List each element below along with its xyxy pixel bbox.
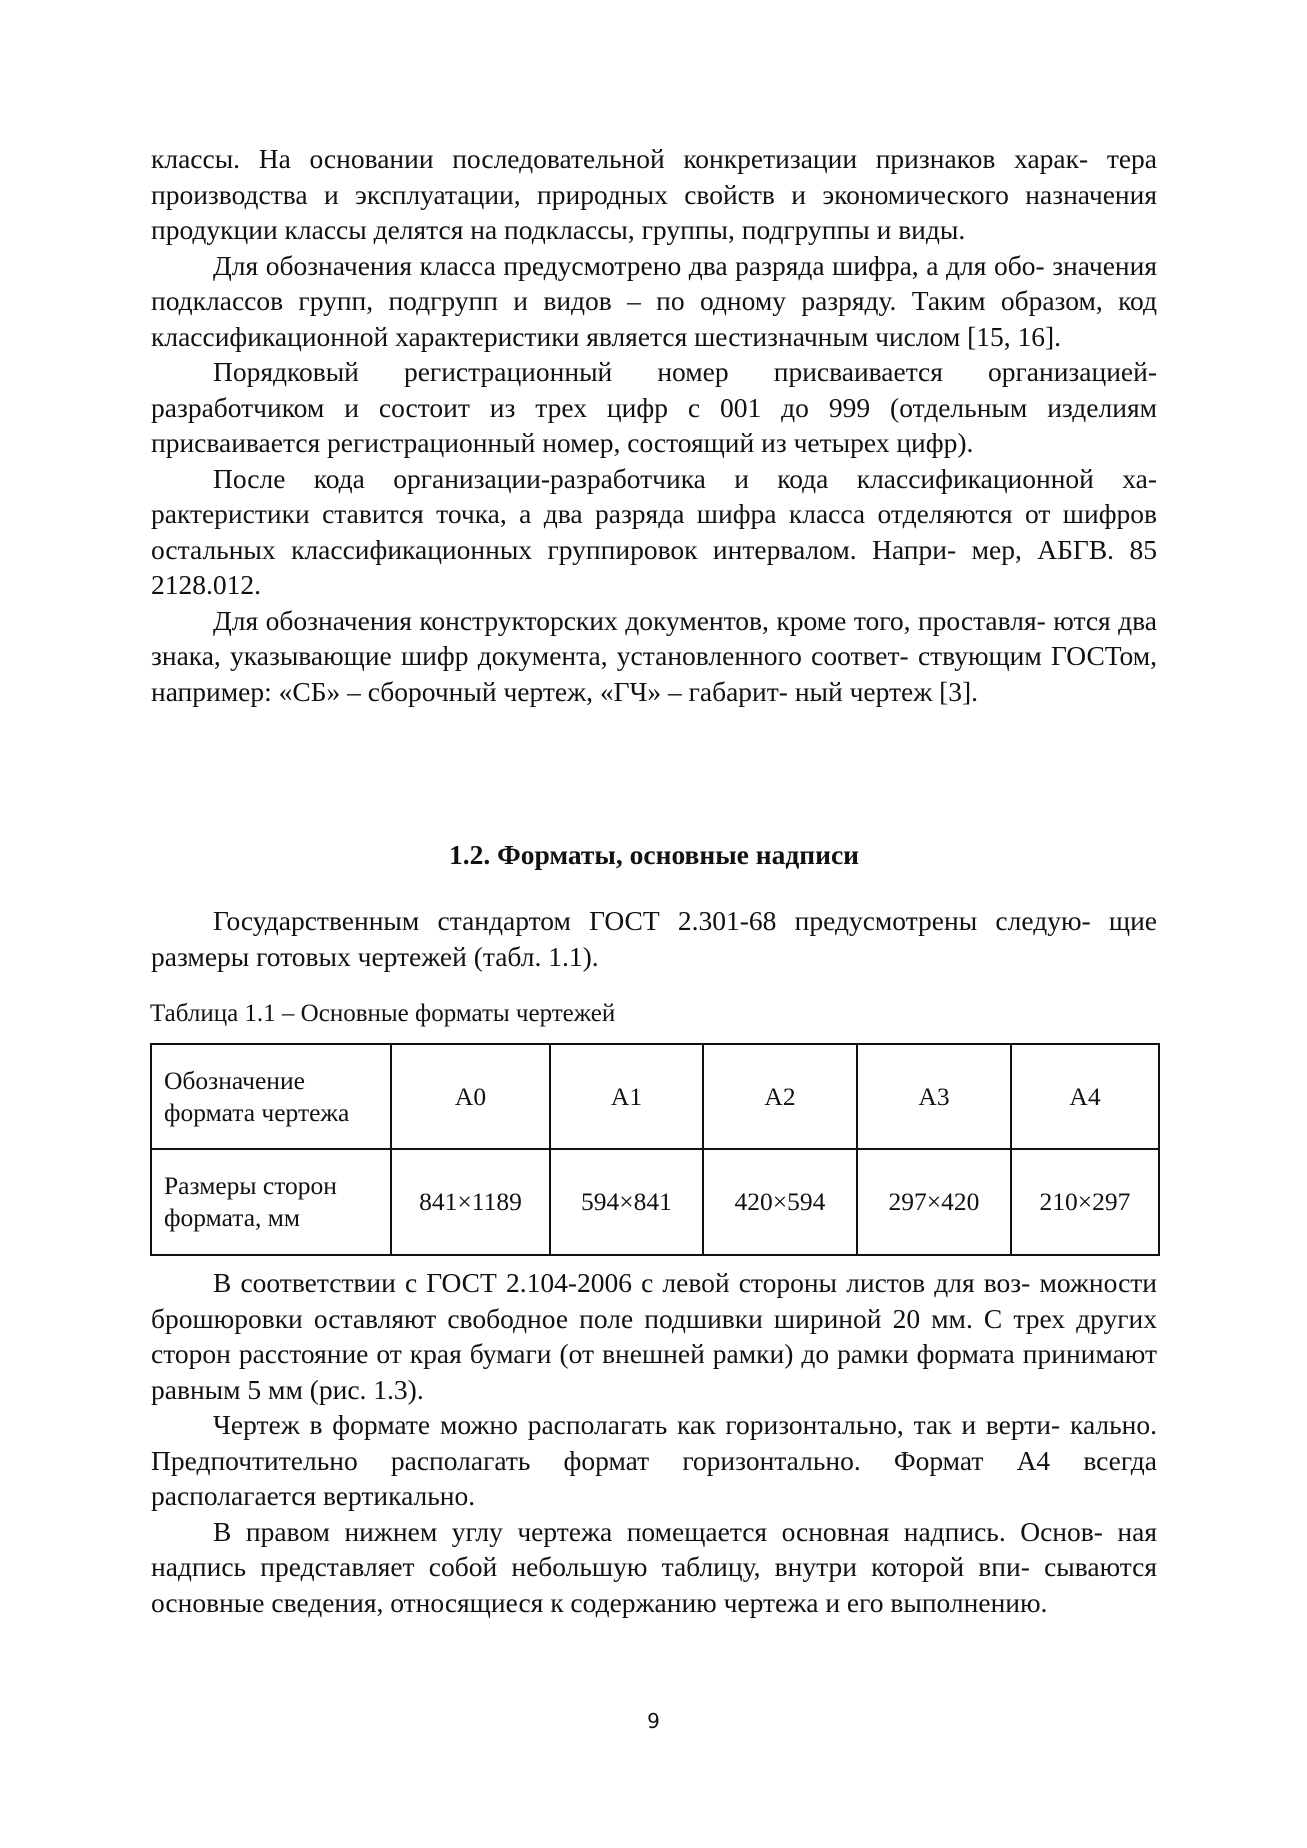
page-number: 9	[647, 1709, 660, 1733]
body-text-top	[151, 141, 1157, 709]
table-cell: 420×594	[703, 1149, 857, 1255]
table-row	[151, 1044, 1159, 1149]
paragraph-2: Для обозначения класса предусмотрено два разряда шифра, а для обо- значения подклассов групп, подгрупп и видов – по одному разряду. Таким образом, код классификационной характеристики является шестизначным числом [15, 16].	[151, 249, 1157, 352]
body-text-intro	[151, 903, 1157, 974]
section-heading: 1.2. Форматы, основные надписи	[448, 839, 860, 870]
table-row-header: Размеры сторон формата, мм	[151, 1149, 391, 1255]
table-cell: A4	[1011, 1044, 1159, 1149]
table-cell: A0	[391, 1044, 550, 1149]
paragraph-7: В соответствии с ГОСТ 2.104-2006 с левой стороны листов для воз- можности брошюровки оставляют свободное поле подшивки шириной 20 мм. С трех других сторон расстояние от края бумаги (от внешней рамки) до рамки формата принимают равным 5 мм (рис. 1.3).	[151, 1267, 1158, 1405]
paragraph-4: После кода организации-разработчика и кода классификационной ха- рактеристики ставится точка, а два разряда шифра класса отделяются от шифров остальных классификационных группировок интервалом. Напри- мер, АБГВ. 85 2128.012.	[151, 462, 1157, 600]
paragraph-9: В правом нижнем углу чертежа помещается основная надпись. Основ- ная надпись представляет собой небольшую таблицу, внутри которой впи- сываются основные сведения, относящиеся к содержанию чертежа и его выполнению.	[151, 1515, 1157, 1618]
paragraph-6: Государственным стандартом ГОСТ 2.301-68 предусмотрены следую- щие размеры готовых чертежей (табл. 1.1).	[151, 905, 1157, 972]
table-cell: A3	[857, 1044, 1011, 1149]
table-caption: Таблица 1.1 – Основные форматы чертежей	[150, 1000, 616, 1027]
paragraph-8: Чертеж в формате можно располагать как горизонтально, так и верти- кально. Предпочтительно располагать формат горизонтально. Формат А4 всегда располагается вертикально.	[151, 1409, 1157, 1511]
table-row-header: Обозначение формата чертежа	[151, 1044, 391, 1149]
table-cell: 594×841	[550, 1149, 703, 1255]
table-cell: A1	[550, 1044, 703, 1149]
table-row	[151, 1149, 1159, 1255]
formats-table	[150, 1043, 1160, 1256]
table-cell: 210×297	[1011, 1149, 1159, 1255]
paragraph-1: классы. На основании последовательной конкретизации признаков харак- тера производства и эксплуатации, природных свойств и экономического назначения продукции классы делятся на подклассы, группы, подгруппы и виды.	[151, 143, 1158, 245]
table-cell: A2	[703, 1044, 857, 1149]
paragraph-5: Для обозначения конструкторских документов, кроме того, проставля- ются два знака, указывающие шифр документа, установленного соответ- ствующим ГОСТом, например: «СБ» – сборочный чертеж, «ГЧ» – габарит- ный чертеж [3].	[151, 604, 1158, 707]
table-cell: 841×1189	[391, 1149, 550, 1255]
paragraph-3: Порядковый регистрационный номер присваивается организацией- разработчиком и состоит из трех цифр с 001 до 999 (отдельным изделиям присваивается регистрационный номер, состоящий из четырех цифр).	[151, 356, 1157, 458]
table-cell: 297×420	[857, 1149, 1011, 1255]
body-text-bottom	[151, 1265, 1157, 1620]
